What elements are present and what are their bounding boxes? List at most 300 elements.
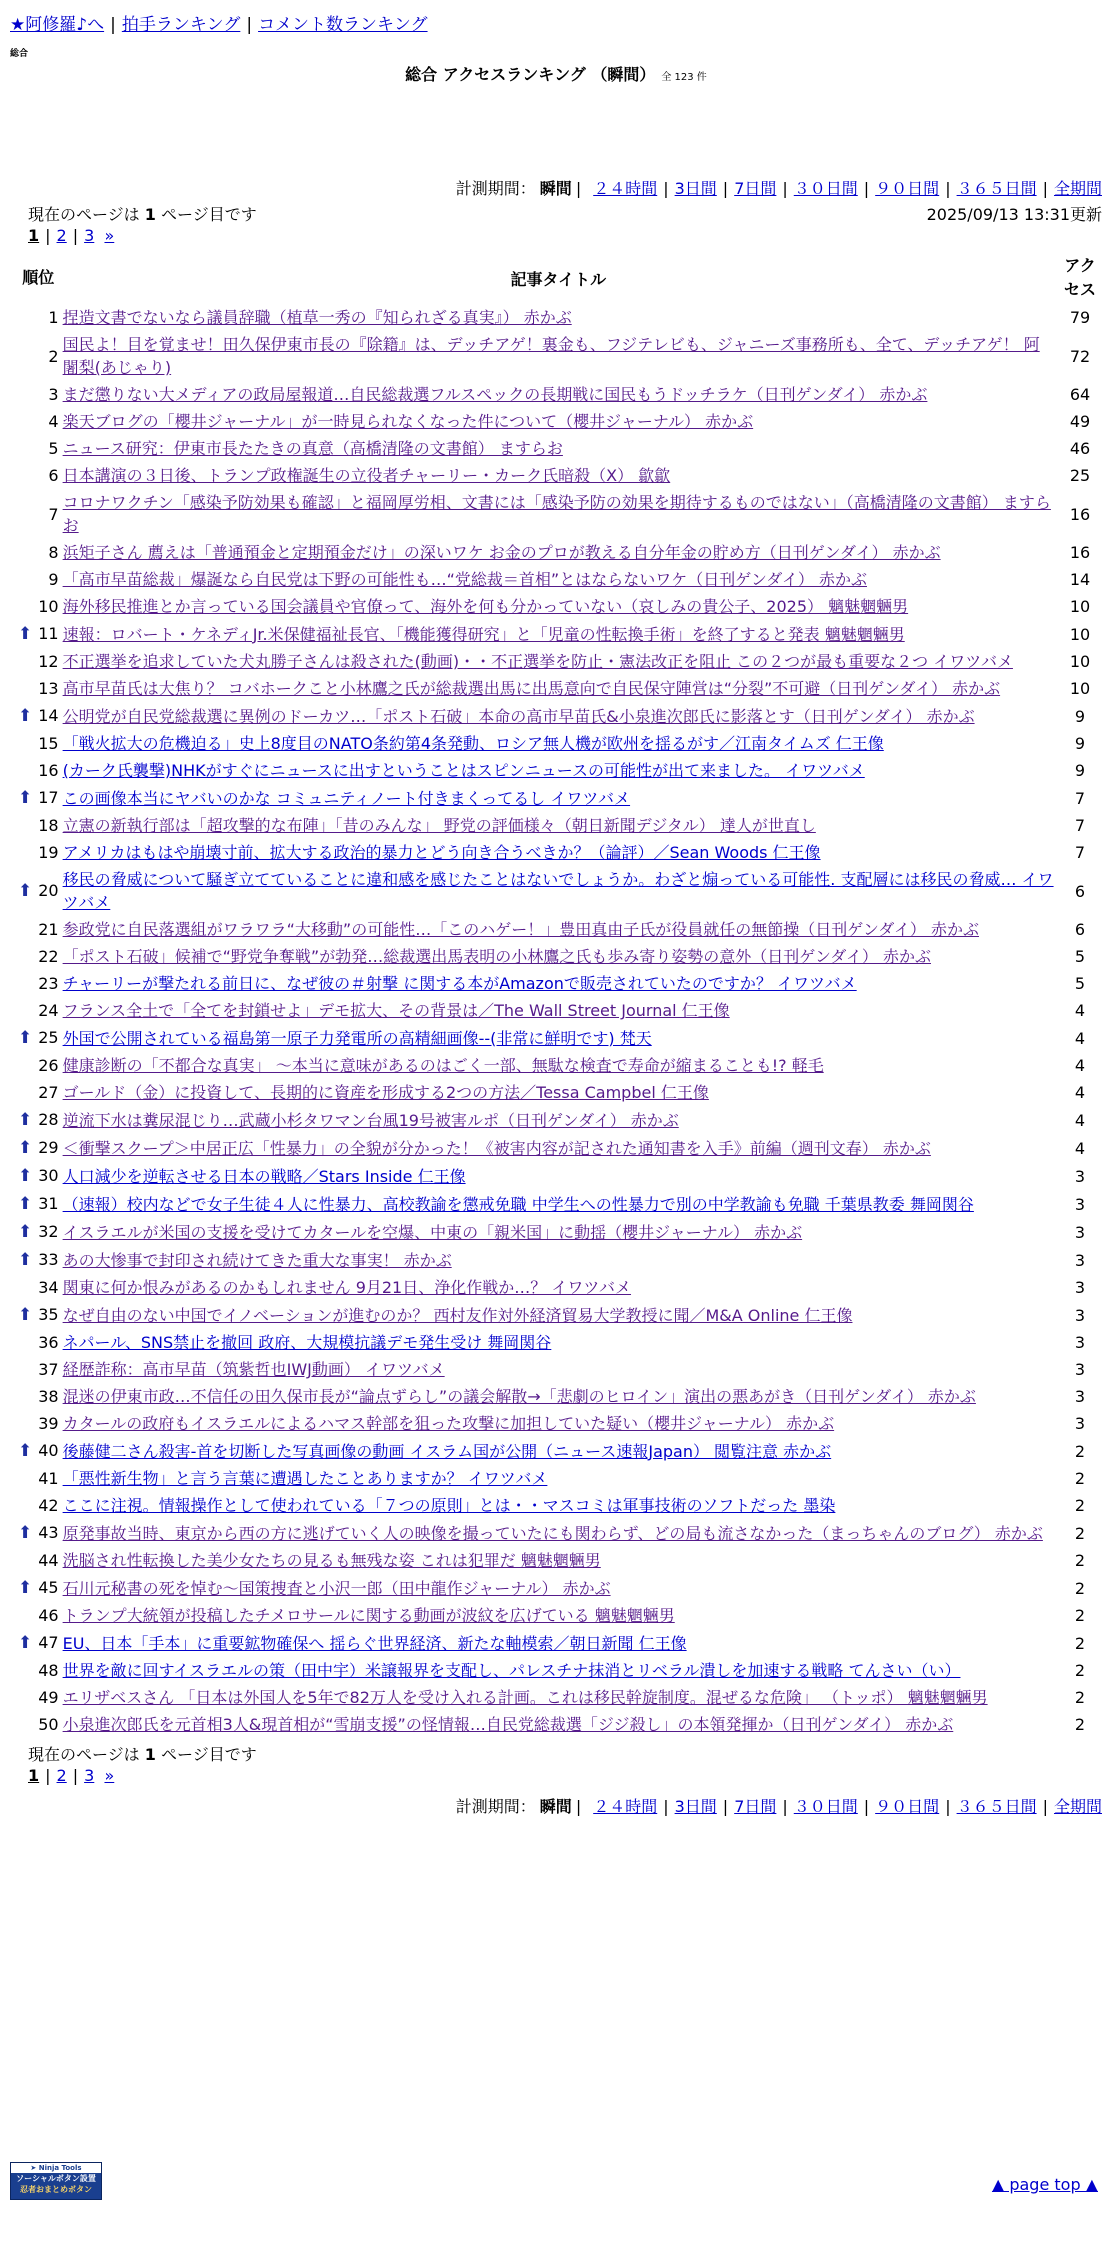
rank-number: 21: [38, 920, 59, 939]
title-cell: [61, 812, 1056, 839]
rank-number: 24: [38, 1001, 59, 1020]
period-label: 計測期間：: [455, 1797, 536, 1816]
table-row: [16, 730, 1104, 757]
article-link[interactable]: 参政党に自民落選組がワラワラ“大移動”の可能性…「このハゲー！」豊田真由子氏が役員就任の無節操（日刊ゲンダイ） 赤かぶ: [62, 920, 979, 939]
rank-number: 1: [48, 308, 59, 327]
ranking-body: [16, 304, 1104, 1738]
article-link[interactable]: 「戦火拡大の危機迫る」史上8度目のNATO条約第4条発動、ロシア無人機が欧州を揺るがす／江南タイムズ 仁王像: [62, 734, 884, 753]
table-row: [16, 1519, 1104, 1547]
title-cell: [61, 1301, 1056, 1329]
rank-cell: [16, 539, 61, 566]
rank-number: 39: [38, 1414, 59, 1433]
article-link[interactable]: 小泉進次郎氏を元首相3人&現首相が“雪崩支援”の怪情報…自民党総裁選「ジジ殺し」の本領発揮か（日刊ゲンダイ） 赤かぶ: [62, 1715, 954, 1734]
table-row: [16, 1574, 1104, 1602]
article-link[interactable]: 関東に何か恨みがあるのかもしれません 9月21日、浄化作戦か…？ イワツバメ: [62, 1278, 632, 1297]
table-row: [16, 381, 1104, 408]
page-info-bottom: [28, 1742, 257, 1765]
title-cell: [61, 566, 1056, 593]
period-link-7d[interactable]: 7日間: [734, 179, 777, 198]
share-button-top: ➤ Ninja Tools: [11, 2163, 101, 2173]
article-link[interactable]: 「悪性新生物」と言う言葉に遭遇したことありますか？ イワツバメ: [62, 1469, 548, 1488]
title-cell: [61, 1574, 1056, 1602]
rank-number: 44: [38, 1551, 59, 1570]
rank-cell: [16, 812, 61, 839]
rank-number: 50: [38, 1715, 59, 1734]
article-link[interactable]: 「ポスト石破」候補で“野党争奪戦”が勃発…総裁選出馬表明の小林鷹之氏も歩み寄り姿勢の意外（日刊ゲンダイ） 赤かぶ: [62, 947, 931, 966]
pager-link-2[interactable]: 2: [56, 1766, 67, 1785]
rank-up-arrow-icon: ⬆: [18, 1194, 33, 1214]
rank-cell: [16, 1246, 61, 1274]
table-row: [16, 648, 1104, 675]
rank-number: 27: [38, 1083, 59, 1102]
article-link[interactable]: 混迷の伊東市政…不信任の田久保市長が“論点ずらし”の議会解散→「悲劇のヒロイン」演出の悪あがき（日刊ゲンダイ） 赤かぶ: [62, 1387, 976, 1406]
article-link[interactable]: 日本講演の３日後、トランプ政権誕生の立役者チャーリー・カーク氏暗殺（X） 歙歙: [62, 466, 671, 485]
article-link[interactable]: まだ懲りない大メディアの政局屋報道…自民総裁選フルスペックの長期戦に国民もうドッチラケ（日刊ゲンダイ） 赤かぶ: [62, 385, 928, 404]
article-link[interactable]: EU、日本「手本」に重要鉱物確保へ 揺らぐ世界経済、新たな軸模索／朝日新聞 仁王像: [62, 1633, 687, 1653]
page-info-prefix: 現在のページは: [28, 1745, 140, 1764]
table-row: [16, 1629, 1104, 1657]
rank-cell: [16, 1356, 61, 1383]
title-cell: [61, 1383, 1056, 1410]
rank-number: 22: [38, 947, 59, 966]
comment-ranking-link[interactable]: コメント数ランキング: [258, 15, 428, 35]
rank-cell: [16, 408, 61, 435]
period-link-7d[interactable]: 7日間: [734, 1797, 777, 1816]
period-selector-top: 計測期間： 瞬間 | ２４時間 | 3日間 | 7日間 | ３０日間 | ９０日間 | ３６５日間 | 全期間: [455, 179, 1102, 198]
pager-link-3[interactable]: 3: [84, 226, 95, 245]
title-cell: [61, 1246, 1056, 1274]
article-link[interactable]: トランプ大統領が投稿したチメロサールに関する動画が波紋を広げている 魑魅魍魎男: [62, 1606, 675, 1625]
rank-number: 43: [38, 1523, 59, 1542]
rank-cell: [16, 648, 61, 675]
title-cell: [61, 1410, 1056, 1437]
rank-number: 34: [38, 1278, 59, 1297]
access-count: 79: [1069, 308, 1091, 327]
title-cell: [61, 331, 1056, 381]
page-info: [28, 202, 257, 225]
pager-next[interactable]: »: [104, 226, 115, 245]
rank-up-arrow-icon: ⬆: [18, 1441, 33, 1461]
title-cell: [61, 408, 1056, 435]
page-title-text: 総合 アクセスランキング （瞬間）: [405, 65, 656, 84]
article-link[interactable]: 人口減少を逆転させる日本の戦略／Stars Inside 仁王像: [62, 1166, 466, 1186]
table-row: [16, 593, 1104, 620]
rank-cell: [16, 1684, 61, 1711]
pager-current: 1: [28, 226, 40, 245]
rank-up-arrow-icon: ⬆: [18, 1110, 33, 1130]
article-link[interactable]: （速報）校内などで女子生徒４人に性暴力、高校教諭を懲戒免職 中学生への性暴力で別の中学教諭も免職 千葉県教委 舞岡関谷: [62, 1194, 974, 1214]
table-row: [16, 1492, 1104, 1519]
article-link[interactable]: アメリカはもはや崩壊寸前、拡大する政治的暴力とどう向き合うべきか？（論評）／Sean Woods 仁王像: [62, 843, 821, 862]
title-cell: [61, 539, 1056, 566]
article-link[interactable]: 後藤健二さん殺害-首を切断した写真画像の動画 イスラム国が公開（ニュース速報Japan） 閲覧注意 赤かぶ: [62, 1441, 832, 1461]
access-count: 16: [1069, 543, 1091, 562]
rank-number: 3: [48, 385, 59, 404]
period-link-365d[interactable]: ３６５日間: [956, 179, 1037, 198]
title-cell: [61, 1052, 1056, 1079]
title-cell: [61, 593, 1056, 620]
rank-cell: [16, 1301, 61, 1329]
article-link[interactable]: この画像本当にヤバいのかな コミュニティノート付きまくってるし イワツバメ: [62, 788, 631, 808]
table-row: [16, 1437, 1104, 1465]
rank-cell: [16, 1547, 61, 1574]
article-link[interactable]: ニュース研究：伊東市長たたきの真意（高橋清隆の文書館） ますらお: [62, 439, 563, 458]
clap-ranking-link[interactable]: 拍手ランキング: [121, 15, 241, 35]
title-cell: [61, 1437, 1056, 1465]
rank-number: 41: [38, 1469, 59, 1488]
rank-number: 26: [38, 1056, 59, 1075]
article-link[interactable]: 不正選挙を追求していた犬丸勝子さんは殺された(動画)・・不正選挙を防止・憲法改正を阻止 この２つが最も重要な２つ イワツバメ: [62, 652, 1013, 671]
table-row: [16, 408, 1104, 435]
rank-cell: [16, 489, 61, 539]
table-row: [16, 784, 1104, 812]
rank-number: 4: [48, 412, 59, 431]
rank-number: 46: [38, 1606, 59, 1625]
rank-cell: [16, 620, 61, 648]
top-nav: [10, 10, 428, 35]
access-count: 10: [1069, 624, 1091, 644]
rank-up-arrow-icon: ⬆: [18, 624, 33, 644]
period-link-30d[interactable]: ３０日間: [793, 179, 858, 198]
rank-number: 32: [38, 1222, 59, 1241]
article-link[interactable]: 公明党が自民党総裁選に異例のドーカツ…「ポスト石破」本命の高市早苗氏&小泉進次郎氏に影落とす（日刊ゲンダイ） 赤かぶ: [62, 706, 975, 726]
table-row: [16, 435, 1104, 462]
rank-header: 順位: [22, 268, 55, 287]
title-cell: [61, 1657, 1056, 1684]
access-count: 3: [1074, 1414, 1086, 1433]
rank-cell: [16, 1106, 61, 1134]
rank-number: 17: [38, 788, 59, 807]
article-link[interactable]: 健康診断の「不都合な真実」 〜本当に意味があるのはごく一部、無駄な検査で寿命が縮まることも!? 軽毛: [62, 1056, 824, 1075]
title-cell: [61, 462, 1056, 489]
access-count: 5: [1074, 974, 1086, 993]
period-current: 瞬間: [539, 1797, 572, 1816]
period-link-3d[interactable]: 3日間: [674, 179, 717, 198]
table-row: [16, 620, 1104, 648]
period-link-365d[interactable]: ３６５日間: [956, 1797, 1037, 1816]
access-count: 3: [1074, 1333, 1086, 1352]
access-count: 3: [1074, 1194, 1086, 1214]
page-info-num: 1: [144, 1745, 156, 1764]
pager-next[interactable]: »: [104, 1766, 115, 1785]
rank-cell: [16, 1329, 61, 1356]
rank-up-arrow-icon: ⬆: [18, 1166, 33, 1186]
ranking-table: [16, 252, 1104, 1738]
title-cell: [61, 866, 1056, 916]
table-row: [16, 331, 1104, 381]
article-link[interactable]: 経歴詐称：高市早苗（筑紫哲也IWJ動画） イワツバメ: [62, 1360, 445, 1379]
article-link[interactable]: エリザベスさん 「日本は外国人を5年で82万人を受け入れる計画。これは移民幹旋制度。混ぜるな危険」 （トッポ） 魑魅魍魎男: [62, 1688, 988, 1707]
table-row: [16, 1465, 1104, 1492]
rank-number: 37: [38, 1360, 59, 1379]
rank-cell: [16, 1437, 61, 1465]
rank-cell: [16, 566, 61, 593]
rank-number: 10: [38, 597, 59, 616]
access-count: 6: [1074, 920, 1086, 939]
access-count: 9: [1074, 706, 1086, 726]
access-count: 2: [1074, 1469, 1086, 1488]
access-count: 2: [1074, 1441, 1086, 1461]
title-cell: [61, 916, 1056, 943]
table-row: [16, 1079, 1104, 1106]
title-cell: [61, 675, 1056, 702]
rank-cell: [16, 997, 61, 1024]
table-row: [16, 1410, 1104, 1437]
article-link[interactable]: コロナワクチン「感染予防効果も確認」と福岡厚労相、文書には「感染予防の効果を期待するものではない」（高橋清隆の文書館） ますらお: [62, 493, 1051, 535]
title-cell: [61, 1190, 1056, 1218]
home-link[interactable]: ★阿修羅♪へ: [10, 15, 105, 35]
title-cell: [61, 757, 1056, 784]
article-link[interactable]: ネパール、SNS禁止を撤回 政府、大規模抗議デモ発生受け 舞岡関谷: [62, 1333, 552, 1352]
table-row: [16, 1657, 1104, 1684]
table-row: [16, 702, 1104, 730]
rank-cell: [16, 1465, 61, 1492]
access-count: 10: [1069, 652, 1091, 671]
rank-number: 11: [38, 624, 59, 643]
table-row: [16, 304, 1104, 331]
access-count: 2: [1074, 1661, 1086, 1680]
table-row: [16, 1329, 1104, 1356]
category-tag: 総合: [10, 49, 29, 59]
title-cell: [61, 435, 1056, 462]
access-count: 64: [1069, 385, 1091, 404]
article-link[interactable]: 世界を敵に回すイスラエルの策（田中宇）米譲報界を支配し、パレスチナ抹消とリベラル潰しを加速する戦略 てんさい（い）: [62, 1661, 961, 1680]
article-link[interactable]: 楽天ブログの「櫻井ジャーナル」が一時見られなくなった件について（櫻井ジャーナル） 赤かぶ: [62, 412, 754, 431]
pager-link-2[interactable]: 2: [56, 226, 67, 245]
title-cell: [61, 304, 1056, 331]
rank-cell: [16, 1410, 61, 1437]
pager-current: 1: [28, 1766, 40, 1785]
rank-cell: [16, 757, 61, 784]
page-title: [0, 62, 1112, 85]
period-current: 瞬間: [539, 179, 572, 198]
title-cell: [61, 1329, 1056, 1356]
title-cell: [61, 489, 1056, 539]
article-link[interactable]: 石川元秘書の死を悼む〜国策捜査と小沢一郎（田中龍作ジャーナル） 赤かぶ: [62, 1578, 611, 1598]
table-row: [16, 997, 1104, 1024]
period-link-3d[interactable]: 3日間: [674, 1797, 717, 1816]
table-row: [16, 1711, 1104, 1738]
table-row: [16, 489, 1104, 539]
article-link[interactable]: (カーク氏襲撃)NHKがすぐにニュースに出すということはスピンニュースの可能性が出て来ました。 イワツバメ: [62, 761, 865, 780]
table-row: [16, 1301, 1104, 1329]
table-row: [16, 1547, 1104, 1574]
article-link[interactable]: 外国で公開されている福島第一原子力発電所の高精細画像--(非常に鮮明です) 梵天: [62, 1028, 652, 1048]
table-row: [16, 1684, 1104, 1711]
rank-cell: [16, 1218, 61, 1246]
rank-number: 31: [38, 1194, 59, 1213]
access-count: 9: [1074, 761, 1086, 780]
rank-cell: [16, 702, 61, 730]
rank-number: 36: [38, 1333, 59, 1352]
share-button-bottom: 忍者おまとめボタン: [20, 2185, 92, 2194]
article-link[interactable]: フランス全土で「全てを封鎖せよ」デモ拡大、その背景は／The Wall Street Journal 仁王像: [62, 1001, 730, 1020]
title-cell: [61, 1356, 1056, 1383]
table-row: [16, 539, 1104, 566]
table-row: [16, 943, 1104, 970]
rank-number: 18: [38, 816, 59, 835]
article-link[interactable]: なぜ自由のない中国でイノベーションが進むのか？ 西村友作対外経済貿易大学教授に聞／M&A Online 仁王像: [62, 1305, 853, 1325]
table-row: [16, 1274, 1104, 1301]
access-count: 3: [1074, 1387, 1086, 1406]
rank-cell: [16, 675, 61, 702]
access-count: 9: [1074, 734, 1086, 753]
title-cell: [61, 1274, 1056, 1301]
rank-cell: [16, 1602, 61, 1629]
page-info-suffix: ページ目です: [161, 205, 257, 224]
access-count: 3: [1074, 1278, 1086, 1297]
table-row: [16, 1602, 1104, 1629]
rank-number: 19: [38, 843, 59, 862]
rank-cell: [16, 304, 61, 331]
rank-cell: [16, 943, 61, 970]
page-info-prefix: 現在のページは: [28, 205, 140, 224]
table-row: [16, 970, 1104, 997]
rank-number: 2: [48, 346, 59, 366]
access-count: 2: [1074, 1578, 1086, 1598]
article-link[interactable]: イスラエルが米国の支援を受けてカタールを空爆、中東の「親米国」に動揺（櫻井ジャーナル） 赤かぶ: [62, 1222, 803, 1242]
rank-cell: [16, 1052, 61, 1079]
rank-cell: [16, 1574, 61, 1602]
social-share-button[interactable]: [10, 2162, 102, 2200]
pager-link-3[interactable]: 3: [84, 1766, 95, 1785]
article-link[interactable]: あの大惨事で封印され続けてきた重大な事実！ 赤かぶ: [62, 1250, 452, 1270]
rank-cell: [16, 1190, 61, 1218]
access-count: 4: [1074, 1083, 1086, 1102]
access-count: 5: [1074, 947, 1086, 966]
article-link[interactable]: 立憲の新執行部は「超攻撃的な布陣」「昔のみんな」 野党の評価様々（朝日新聞デジタル） 達人が世直し: [62, 816, 816, 835]
article-link[interactable]: 原発事故当時、東京から西の方に逃げていく人の映像を撮っていたにも関わらず、どの局も流さなかった（まっちゃんのブログ） 赤かぶ: [62, 1523, 1043, 1543]
period-link-all[interactable]: 全期間: [1053, 179, 1102, 198]
rank-cell: [16, 331, 61, 381]
rank-number: 38: [38, 1387, 59, 1406]
page-top-link[interactable]: ▲ page top ▲: [991, 2175, 1098, 2194]
access-count: 49: [1069, 412, 1091, 431]
title-cell: [61, 1519, 1056, 1547]
table-row: [16, 839, 1104, 866]
rank-number: 14: [38, 706, 59, 725]
title-cell: [61, 839, 1056, 866]
rank-number: 48: [38, 1661, 59, 1680]
title-cell: [61, 1024, 1056, 1052]
rank-up-arrow-icon: ⬆: [18, 881, 33, 901]
rank-number: 40: [38, 1441, 59, 1460]
article-link[interactable]: チャーリーが撃たれる前日に、なぜ彼の＃射撃 に関する本がAmazonで販売されていたのですか？ イワツバメ: [62, 974, 857, 993]
table-row: [16, 1162, 1104, 1190]
access-count: 7: [1074, 788, 1086, 808]
article-link[interactable]: 「高市早苗総裁」爆誕なら自民党は下野の可能性も…“党総裁＝首相”とはならないワケ（日刊ゲンダイ） 赤かぶ: [62, 570, 867, 589]
table-row: [16, 812, 1104, 839]
access-count: 6: [1074, 881, 1086, 901]
rank-cell: [16, 1492, 61, 1519]
table-row: [16, 866, 1104, 916]
period-link-30d[interactable]: ３０日間: [793, 1797, 858, 1816]
rank-number: 49: [38, 1688, 59, 1707]
access-count: 3: [1074, 1305, 1086, 1325]
table-row: [16, 1218, 1104, 1246]
rank-number: 45: [38, 1578, 59, 1597]
rank-cell: [16, 730, 61, 757]
rank-number: 25: [38, 1028, 59, 1047]
access-count: 14: [1069, 570, 1091, 589]
rank-up-arrow-icon: ⬆: [18, 1305, 33, 1325]
access-count: 2: [1074, 1715, 1086, 1734]
rank-number: 28: [38, 1110, 59, 1129]
title-cell: [61, 620, 1056, 648]
nav-separator: |: [110, 15, 116, 35]
article-link[interactable]: 速報：ロバート・ケネディJr.米保健福祉長官、「機能獲得研究」と「児童の性転換手術」を終了すると発表 魑魅魍魎男: [62, 624, 905, 644]
title-cell: [61, 1547, 1056, 1574]
rank-cell: [16, 381, 61, 408]
rank-number: 35: [38, 1305, 59, 1324]
page-info-num: 1: [144, 205, 156, 224]
total-count: 全 123 件: [661, 72, 707, 83]
rank-cell: [16, 1629, 61, 1657]
article-link[interactable]: 海外移民推進とか言っている国会議員や官僚って、海外を何も分かっていない（哀しみの貴公子、2025） 魑魅魍魎男: [62, 597, 909, 616]
rank-cell: [16, 462, 61, 489]
rank-up-arrow-icon: ⬆: [18, 1250, 33, 1270]
access-count: 72: [1069, 346, 1091, 366]
rank-cell: [16, 1519, 61, 1547]
rank-number: 23: [38, 974, 59, 993]
rank-up-arrow-icon: ⬆: [18, 706, 33, 726]
title-cell: [61, 1162, 1056, 1190]
article-link[interactable]: カタールの政府もイスラエルによるハマス幹部を狙った攻撃に加担していた疑い（櫻井ジャーナル） 赤かぶ: [62, 1414, 835, 1433]
article-link[interactable]: 逆流下水は糞尿混じり…武蔵小杉タワマン台風19号被害ルポ（日刊ゲンダイ） 赤かぶ: [62, 1110, 679, 1130]
article-link[interactable]: ＜衝撃スクープ＞中居正広「性暴力」の全貌が分かった！《被害内容が記された通知書を入手》前編（週刊文春） 赤かぶ: [62, 1138, 931, 1158]
article-link[interactable]: ここに注視。情報操作として使われている「７つの原則」とは・・マスコミは軍事技術のソフトだった 墨染: [62, 1496, 836, 1515]
access-count: 10: [1069, 597, 1091, 616]
rank-up-arrow-icon: ⬆: [18, 788, 33, 808]
access-count: 25: [1069, 466, 1091, 485]
access-count: 16: [1069, 504, 1091, 524]
rank-number: 9: [48, 570, 59, 589]
title-cell: [61, 1602, 1056, 1629]
article-link[interactable]: 捏造文書でないなら議員辞職（植草一秀の『知られざる真実』） 赤かぶ: [62, 308, 572, 327]
article-link[interactable]: ゴールド（金）に投資して、長期的に資産を形成する2つの方法／Tessa Campbel 仁王像: [62, 1083, 709, 1102]
table-row: [16, 1106, 1104, 1134]
access-count: 4: [1074, 1028, 1086, 1048]
period-link-24h[interactable]: ２４時間: [593, 179, 658, 198]
rank-up-arrow-icon: ⬆: [18, 1633, 33, 1653]
article-link[interactable]: 国民よ！目を覚ませ！田久保伊東市長の『除籍』は、デッチアゲ！裏金も、フジテレビも、ジャニーズ事務所も、全て、デッチアゲ！ 阿闍梨(あじゃり): [62, 335, 1040, 377]
rank-number: 5: [48, 439, 59, 458]
title-cell: [61, 730, 1056, 757]
period-link-24h[interactable]: ２４時間: [593, 1797, 658, 1816]
table-row: [16, 1134, 1104, 1162]
article-link[interactable]: 移民の脅威について騒ぎ立てていることに違和感を感じたことはないでしょうか。わざと煽っている可能性. 支配層には移民の脅威… イワツバメ: [62, 870, 1054, 912]
period-link-90d[interactable]: ９０日間: [875, 1797, 940, 1816]
period-link-90d[interactable]: ９０日間: [875, 179, 940, 198]
table-header-row: [16, 252, 1104, 304]
rank-number: 33: [38, 1250, 59, 1269]
access-count: 4: [1074, 1110, 1086, 1130]
rank-number: 20: [38, 881, 59, 900]
rank-cell: [16, 1079, 61, 1106]
article-link[interactable]: 浜矩子さん 薦えは「普通預金と定期預金だけ」の深いワケ お金のプロが教える自分年金の貯め方（日刊ゲンダイ） 赤かぶ: [62, 543, 941, 562]
access-count: 7: [1074, 843, 1086, 862]
title-cell: [61, 1684, 1056, 1711]
table-row: [16, 1246, 1104, 1274]
article-link[interactable]: 洗脳され性転換した美少女たちの見るも無残な姿 これは犯罪だ 魑魅魍魎男: [62, 1551, 601, 1570]
article-link[interactable]: 高市早苗氏は大焦り？ コバホークこと小林鷹之氏が総裁選出馬に出馬意向で自民保守陣営は“分裂”不可避（日刊ゲンダイ） 赤かぶ: [62, 679, 1001, 698]
period-link-all[interactable]: 全期間: [1053, 1797, 1102, 1816]
title-cell: [61, 381, 1056, 408]
access-count: 4: [1074, 1138, 1086, 1158]
table-row: [16, 462, 1104, 489]
title-cell: [61, 648, 1056, 675]
access-count: 2: [1074, 1551, 1086, 1570]
